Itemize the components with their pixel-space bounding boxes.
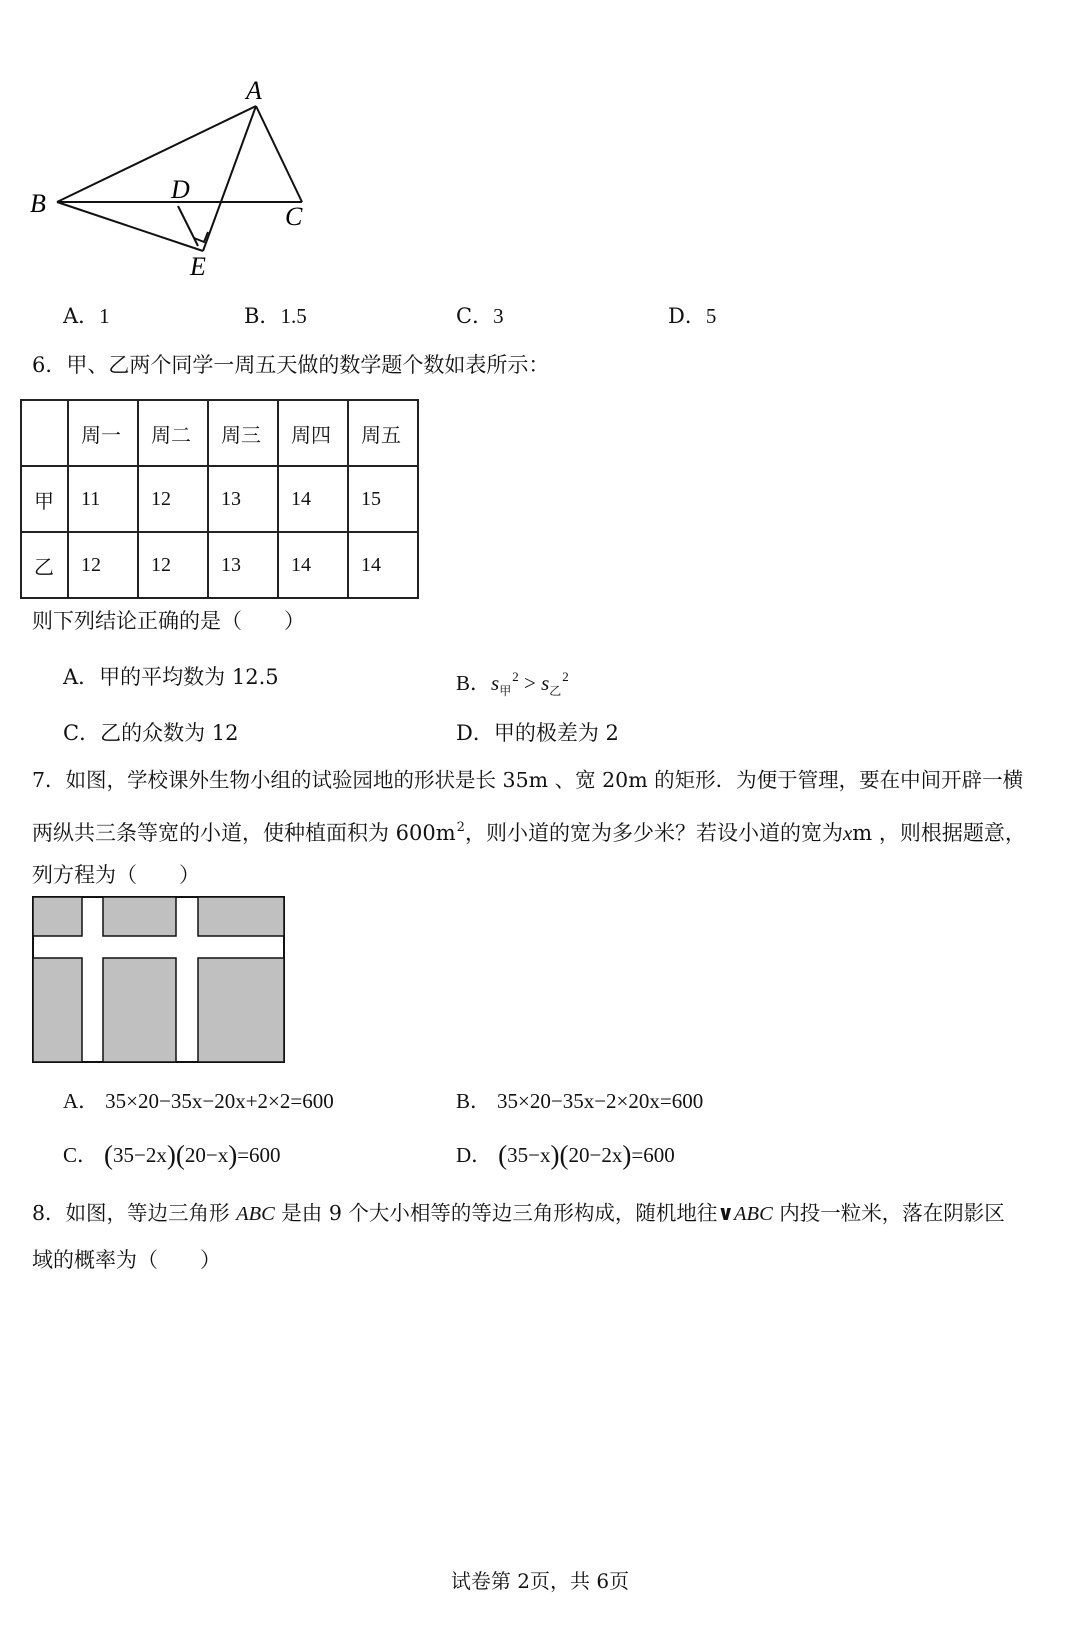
plot-top-right — [198, 897, 284, 936]
q7-line1: 7．如图，学校课外生物小组的试验园地的形状是长 35m 、宽 20m 的矩形．为便于管理，要在中间开辟一横 — [32, 768, 1024, 792]
table-row — [21, 466, 418, 532]
table-cell: 12 — [68, 532, 138, 598]
table-header-cell: 周五 — [348, 400, 418, 466]
table-cell: 12 — [138, 532, 208, 598]
table-cell: 15 — [348, 466, 418, 532]
label-A: A — [246, 76, 262, 105]
table-header-cell — [21, 400, 68, 466]
q7-option-d[interactable]: D． (35−x)(20−2x)=600 — [456, 1140, 675, 1170]
triangle-figure — [20, 70, 340, 290]
q8-line1: 8．如图，等边三角形 ABC 是由 9 个大小相等的等边三角形构成，随机地往∨ABC 内投一粒米，落在阴影区 — [32, 1201, 1005, 1225]
table-cell: 13 — [208, 532, 278, 598]
q6-option-a[interactable]: A．甲的平均数为 12.5 — [63, 665, 279, 689]
page-footer: 试卷第 2页，共 6页 — [450, 1569, 630, 1593]
plot-top-left — [33, 897, 82, 936]
table-cell: 14 — [348, 532, 418, 598]
q5-option-d[interactable]: D．5 — [668, 304, 717, 328]
table-cell: 11 — [68, 466, 138, 532]
q6-question: 则下列结论正确的是（ ） — [32, 609, 305, 633]
table-row — [21, 532, 418, 598]
q7-line2: 两纵共三条等宽的小道，使种植面积为 $600m^2$，则小道的宽为多少米？若设小道的宽为xm ，则根据题意， — [32, 820, 1026, 845]
table-header-cell: 周四 — [278, 400, 348, 466]
plot-bottom-middle — [103, 958, 176, 1062]
segment-BE — [57, 202, 203, 251]
table-header-cell: 周二 — [138, 400, 208, 466]
table-header-cell: 周一 — [68, 400, 138, 466]
table-cell: 12 — [138, 466, 208, 532]
table-cell: 14 — [278, 466, 348, 532]
q5-option-b[interactable]: B．1.5 — [244, 304, 307, 328]
q5-option-c[interactable]: C．3 — [456, 304, 504, 328]
q6-option-d[interactable]: D．甲的极差为 2 — [456, 721, 619, 745]
table-header-row — [21, 400, 418, 466]
label-E: E — [190, 252, 206, 281]
table-cell: 乙 — [21, 532, 68, 598]
plot-bottom-left — [33, 958, 82, 1062]
q8-line2: 域的概率为（ ） — [32, 1248, 221, 1272]
label-C: C — [285, 202, 303, 231]
q7-option-c[interactable]: C． (35−2x)(20−x)=600 — [63, 1140, 281, 1170]
garden-figure — [30, 894, 288, 1066]
segment-AC — [256, 106, 302, 202]
label-D: D — [171, 175, 190, 204]
q7-option-a[interactable]: A． 35×20−35x−20x+2×2=600 — [63, 1089, 334, 1113]
table-cell: 13 — [208, 466, 278, 532]
q5-option-a[interactable]: A．1 — [63, 304, 110, 328]
table-header-cell: 周三 — [208, 400, 278, 466]
q7-option-b[interactable]: B． 35×20−35x−2×20x=600 — [456, 1089, 704, 1113]
plot-bottom-right — [198, 958, 284, 1062]
q7-line3: 列方程为（ ） — [32, 863, 200, 887]
q6-stem: 6．甲、乙两个同学一周五天做的数学题个数如表所示： — [32, 353, 550, 377]
table-cell: 甲 — [21, 466, 68, 532]
label-B: B — [30, 189, 46, 218]
q6-option-b[interactable]: B．$s_甲^2 > s_乙^2$ — [456, 669, 569, 698]
q6-table — [20, 399, 419, 599]
table-cell: 14 — [278, 532, 348, 598]
segment-DE — [178, 206, 198, 246]
plot-top-middle — [103, 897, 176, 936]
q6-option-c[interactable]: C．乙的众数为 12 — [63, 721, 239, 745]
